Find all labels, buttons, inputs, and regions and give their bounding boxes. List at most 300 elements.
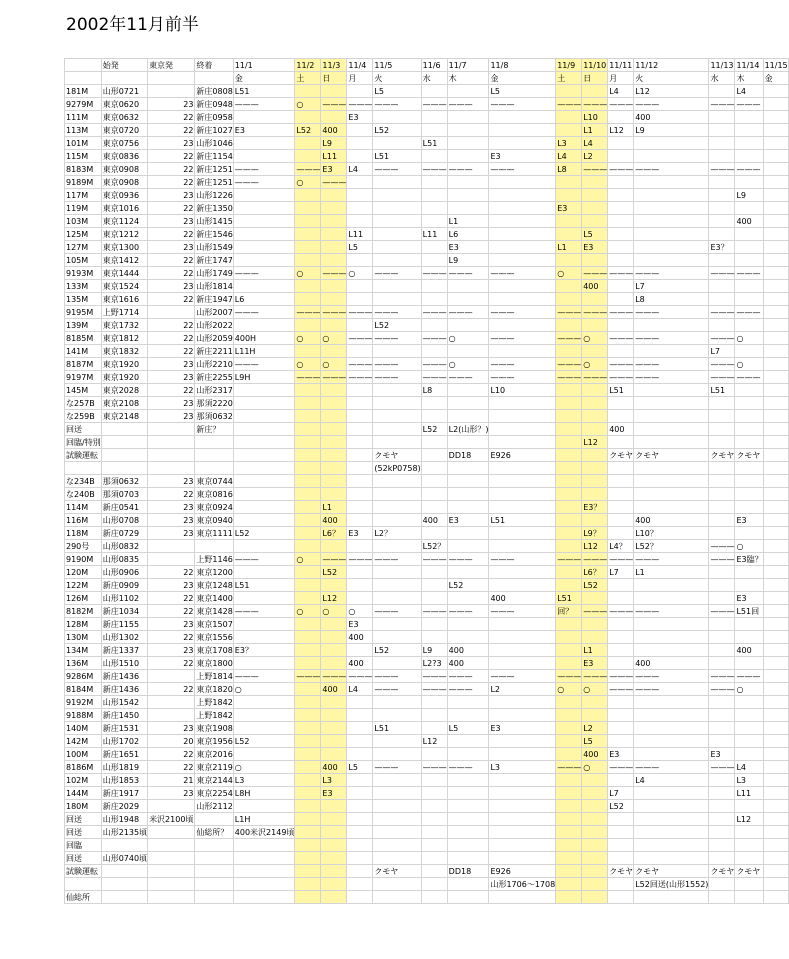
destination: 新庄1251 <box>195 163 233 176</box>
day-cell <box>634 241 709 254</box>
day-cell <box>634 891 709 904</box>
day-cell <box>608 592 634 605</box>
day-cell <box>556 748 582 761</box>
day-cell: L5 <box>347 241 373 254</box>
weekday-header: 金 <box>489 72 556 85</box>
day-cell <box>489 436 556 449</box>
day-cell <box>556 176 582 189</box>
day-cell <box>233 462 295 475</box>
table-row <box>65 605 789 618</box>
day-cell <box>295 280 321 293</box>
day-cell <box>489 293 556 306</box>
table-row <box>65 475 789 488</box>
origin: 東京1124 <box>101 215 147 228</box>
day-cell <box>447 735 489 748</box>
day-cell: L3 <box>321 774 347 787</box>
table-row <box>65 111 789 124</box>
day-cell <box>489 735 556 748</box>
day-cell: ——— <box>421 553 447 566</box>
day-cell: ○ <box>582 683 608 696</box>
table-row <box>65 332 789 345</box>
day-cell <box>608 475 634 488</box>
day-cell: L3 <box>735 774 763 787</box>
day-cell: ——— <box>556 98 582 111</box>
day-cell: DD18 <box>447 449 489 462</box>
day-cell: ——— <box>608 306 634 319</box>
day-cell <box>582 202 608 215</box>
train-number: 101M <box>65 137 102 150</box>
day-cell: ——— <box>608 98 634 111</box>
day-cell: ——— <box>233 605 295 618</box>
table-row <box>65 345 789 358</box>
day-cell <box>295 891 321 904</box>
tokyo-dep <box>148 709 195 722</box>
train-number: 回送 <box>65 423 102 436</box>
table-row <box>65 462 789 475</box>
day-cell: 400 <box>582 280 608 293</box>
day-cell <box>763 839 788 852</box>
day-cell <box>421 488 447 501</box>
day-cell <box>321 215 347 228</box>
day-cell <box>447 488 489 501</box>
day-cell <box>556 878 582 891</box>
day-cell: L8 <box>556 163 582 176</box>
destination <box>195 436 233 449</box>
day-cell: ——— <box>421 306 447 319</box>
destination: 山形2059 <box>195 332 233 345</box>
day-cell <box>347 319 373 332</box>
day-cell <box>735 852 763 865</box>
day-cell <box>556 85 582 98</box>
day-cell <box>295 566 321 579</box>
day-cell <box>421 475 447 488</box>
day-cell: ——— <box>447 371 489 384</box>
day-cell <box>447 475 489 488</box>
day-cell: ——— <box>634 683 709 696</box>
day-cell <box>763 202 788 215</box>
day-cell <box>421 592 447 605</box>
day-cell <box>447 280 489 293</box>
train-number: 114M <box>65 501 102 514</box>
day-cell: ——— <box>321 176 347 189</box>
column-header: 11/6 <box>421 59 447 72</box>
day-cell <box>634 189 709 202</box>
day-cell <box>735 319 763 332</box>
column-header: 11/13 <box>709 59 735 72</box>
day-cell <box>447 813 489 826</box>
day-cell <box>295 410 321 423</box>
day-cell <box>735 826 763 839</box>
day-cell: E3 <box>321 787 347 800</box>
day-cell <box>233 436 295 449</box>
day-cell: ——— <box>321 98 347 111</box>
day-cell <box>295 241 321 254</box>
day-cell: L8 <box>634 293 709 306</box>
day-cell: ——— <box>373 163 421 176</box>
origin: 上野1714 <box>101 306 147 319</box>
day-cell <box>735 696 763 709</box>
train-number: 118M <box>65 527 102 540</box>
destination: 東京1556 <box>195 631 233 644</box>
day-cell <box>556 800 582 813</box>
day-cell <box>233 865 295 878</box>
train-number: 9193M <box>65 267 102 280</box>
table-row <box>65 800 789 813</box>
day-cell: ——— <box>634 267 709 280</box>
origin: 東京1016 <box>101 202 147 215</box>
day-cell: E3？ <box>709 241 735 254</box>
day-cell <box>373 228 421 241</box>
day-cell <box>735 397 763 410</box>
tokyo-dep: 23 <box>148 371 195 384</box>
day-cell <box>295 631 321 644</box>
day-cell: L5 <box>489 85 556 98</box>
day-cell <box>373 709 421 722</box>
origin: 東京1616 <box>101 293 147 306</box>
day-cell <box>608 410 634 423</box>
day-cell <box>556 813 582 826</box>
day-cell <box>709 644 735 657</box>
origin: 那須0703 <box>101 488 147 501</box>
day-cell: ○ <box>295 98 321 111</box>
day-cell <box>735 501 763 514</box>
day-cell: ——— <box>608 553 634 566</box>
day-cell: ——— <box>634 553 709 566</box>
day-cell <box>763 709 788 722</box>
day-cell: ——— <box>373 553 421 566</box>
weekday-header: 水 <box>709 72 735 85</box>
day-cell <box>233 852 295 865</box>
day-cell <box>421 176 447 189</box>
day-cell <box>489 241 556 254</box>
day-cell <box>295 384 321 397</box>
day-cell <box>634 631 709 644</box>
day-cell <box>373 540 421 553</box>
day-cell: ○ <box>735 358 763 371</box>
day-cell <box>608 618 634 631</box>
day-cell <box>582 410 608 423</box>
tokyo-dep <box>148 865 195 878</box>
day-cell: L9 <box>321 137 347 150</box>
day-cell: ○ <box>295 553 321 566</box>
day-cell <box>608 657 634 670</box>
day-cell: ——— <box>608 332 634 345</box>
day-cell <box>634 345 709 358</box>
day-cell: ——— <box>634 306 709 319</box>
destination: 東京0924 <box>195 501 233 514</box>
table-row <box>65 891 789 904</box>
day-cell <box>321 696 347 709</box>
day-cell <box>735 124 763 137</box>
destination: 山形1046 <box>195 137 233 150</box>
train-number: 仙総所 <box>65 891 102 904</box>
day-cell <box>735 735 763 748</box>
destination: 東京1248 <box>195 579 233 592</box>
day-cell <box>233 878 295 891</box>
day-cell <box>489 787 556 800</box>
day-cell: ——— <box>295 306 321 319</box>
day-cell <box>763 553 788 566</box>
day-cell <box>735 839 763 852</box>
day-cell: L51 <box>421 137 447 150</box>
origin: 新庄0729 <box>101 527 147 540</box>
day-cell <box>582 878 608 891</box>
day-cell: E3 <box>582 657 608 670</box>
table-row <box>65 670 789 683</box>
day-cell <box>582 319 608 332</box>
destination: 上野1842 <box>195 709 233 722</box>
weekday-header <box>195 72 233 85</box>
day-cell <box>582 449 608 462</box>
day-cell: L12 <box>735 813 763 826</box>
day-cell: 400 <box>634 514 709 527</box>
day-cell: L51 <box>233 85 295 98</box>
day-cell: ——— <box>233 176 295 189</box>
weekday-header: 日 <box>582 72 608 85</box>
day-cell: L8 <box>421 384 447 397</box>
day-cell: クモヤ <box>634 865 709 878</box>
origin: 山形1302 <box>101 631 147 644</box>
origin <box>101 436 147 449</box>
tokyo-dep: 22 <box>148 761 195 774</box>
day-cell <box>608 176 634 189</box>
tokyo-dep <box>148 670 195 683</box>
day-cell <box>608 514 634 527</box>
day-cell <box>709 462 735 475</box>
destination: 新庄1947 <box>195 293 233 306</box>
day-cell <box>608 839 634 852</box>
day-cell <box>347 124 373 137</box>
day-cell <box>347 852 373 865</box>
day-cell <box>373 592 421 605</box>
day-cell: ——— <box>373 267 421 280</box>
day-cell: ——— <box>347 98 373 111</box>
day-cell: L9 <box>447 254 489 267</box>
day-cell <box>763 696 788 709</box>
day-cell <box>373 436 421 449</box>
day-cell <box>582 631 608 644</box>
table-row <box>65 410 789 423</box>
day-cell <box>634 709 709 722</box>
train-number: 115M <box>65 150 102 163</box>
tokyo-dep: 22 <box>148 150 195 163</box>
day-cell: ○ <box>735 540 763 553</box>
day-cell: ○ <box>447 358 489 371</box>
train-number: 9188M <box>65 709 102 722</box>
day-cell <box>295 696 321 709</box>
origin: 東京0756 <box>101 137 147 150</box>
day-cell <box>608 527 634 540</box>
day-cell <box>763 761 788 774</box>
table-row <box>65 202 789 215</box>
day-cell <box>421 826 447 839</box>
day-cell <box>608 644 634 657</box>
day-cell <box>295 449 321 462</box>
day-cell: ——— <box>709 267 735 280</box>
day-cell: E3 <box>582 241 608 254</box>
weekday-header-row <box>65 72 789 85</box>
day-cell <box>421 865 447 878</box>
day-cell: L52 <box>447 579 489 592</box>
day-cell <box>709 722 735 735</box>
day-cell <box>634 176 709 189</box>
column-header: 11/9 <box>556 59 582 72</box>
train-number: 111M <box>65 111 102 124</box>
tokyo-dep: 22 <box>148 657 195 670</box>
day-cell: E3 <box>735 514 763 527</box>
table-row <box>65 878 789 891</box>
day-cell <box>763 163 788 176</box>
day-cell <box>556 826 582 839</box>
day-cell <box>763 735 788 748</box>
day-cell: ——— <box>608 670 634 683</box>
day-cell <box>421 436 447 449</box>
day-cell <box>447 436 489 449</box>
tokyo-dep: 22 <box>148 345 195 358</box>
day-cell <box>556 839 582 852</box>
origin: 東京2028 <box>101 384 147 397</box>
origin: 東京0632 <box>101 111 147 124</box>
day-cell <box>634 696 709 709</box>
day-cell <box>556 891 582 904</box>
day-cell <box>763 215 788 228</box>
day-cell <box>709 423 735 436</box>
day-cell <box>321 293 347 306</box>
origin: 新庄1337 <box>101 644 147 657</box>
day-cell <box>582 384 608 397</box>
day-cell <box>582 696 608 709</box>
day-cell: ——— <box>608 683 634 696</box>
day-cell <box>608 878 634 891</box>
day-cell <box>634 501 709 514</box>
table-row <box>65 215 789 228</box>
day-cell <box>763 618 788 631</box>
day-cell <box>321 111 347 124</box>
day-cell <box>421 696 447 709</box>
day-cell <box>582 85 608 98</box>
day-cell <box>447 800 489 813</box>
day-cell: ○ <box>582 332 608 345</box>
day-cell <box>735 280 763 293</box>
day-cell <box>233 722 295 735</box>
train-number: 135M <box>65 293 102 306</box>
day-cell: L4？ <box>608 540 634 553</box>
day-cell: E926 <box>489 865 556 878</box>
day-cell: L1 <box>447 215 489 228</box>
day-cell: L1 <box>582 644 608 657</box>
day-cell <box>373 800 421 813</box>
destination <box>195 865 233 878</box>
table-row <box>65 696 789 709</box>
day-cell: 400 <box>347 657 373 670</box>
day-cell: ——— <box>709 605 735 618</box>
day-cell: ——— <box>421 358 447 371</box>
day-cell <box>735 137 763 150</box>
day-cell <box>489 800 556 813</box>
day-cell <box>709 514 735 527</box>
day-cell <box>295 423 321 436</box>
tokyo-dep: 22 <box>148 163 195 176</box>
day-cell <box>233 228 295 241</box>
day-cell: 400 <box>582 748 608 761</box>
table-row <box>65 735 789 748</box>
day-cell <box>634 787 709 800</box>
day-cell <box>373 475 421 488</box>
day-cell: L11 <box>421 228 447 241</box>
day-cell <box>582 488 608 501</box>
day-cell <box>347 423 373 436</box>
train-number: な259B <box>65 410 102 423</box>
day-cell: 400 <box>321 124 347 137</box>
day-cell <box>556 540 582 553</box>
column-header: 11/11 <box>608 59 634 72</box>
day-cell: ——— <box>556 761 582 774</box>
day-cell <box>447 124 489 137</box>
day-cell <box>373 878 421 891</box>
day-cell <box>321 839 347 852</box>
day-cell: ——— <box>582 306 608 319</box>
day-cell: ——— <box>347 371 373 384</box>
weekday-header: 木 <box>735 72 763 85</box>
day-cell <box>556 111 582 124</box>
tokyo-dep: 22 <box>148 228 195 241</box>
day-cell <box>233 150 295 163</box>
day-cell <box>447 618 489 631</box>
day-cell <box>709 709 735 722</box>
day-cell <box>489 501 556 514</box>
day-cell: ——— <box>321 371 347 384</box>
day-cell: L51 <box>709 384 735 397</box>
day-cell: L6？ <box>321 527 347 540</box>
day-cell <box>608 813 634 826</box>
day-cell <box>556 527 582 540</box>
day-cell <box>556 462 582 475</box>
day-cell <box>489 540 556 553</box>
origin: 山形1702 <box>101 735 147 748</box>
day-cell <box>295 228 321 241</box>
day-cell <box>735 293 763 306</box>
day-cell <box>489 488 556 501</box>
day-cell <box>608 631 634 644</box>
origin: 新庄0909 <box>101 579 147 592</box>
day-cell: ——— <box>735 306 763 319</box>
day-cell <box>634 644 709 657</box>
weekday-header <box>65 72 102 85</box>
table-row <box>65 241 789 254</box>
destination: 東京1400 <box>195 592 233 605</box>
day-cell <box>489 462 556 475</box>
day-cell <box>582 800 608 813</box>
day-cell: ○ <box>233 683 295 696</box>
weekday-header: 金 <box>763 72 788 85</box>
day-cell: (52kP0758) <box>373 462 421 475</box>
destination: 山形2112 <box>195 800 233 813</box>
day-cell: ——— <box>447 163 489 176</box>
column-header: 11/2 <box>295 59 321 72</box>
train-number: 9195M <box>65 306 102 319</box>
day-cell <box>556 852 582 865</box>
table-row <box>65 189 789 202</box>
day-cell: ——— <box>709 553 735 566</box>
day-cell <box>421 709 447 722</box>
day-cell <box>763 228 788 241</box>
day-cell <box>321 865 347 878</box>
day-cell <box>347 293 373 306</box>
day-cell <box>295 501 321 514</box>
day-cell: L8H <box>233 787 295 800</box>
day-cell: ○ <box>582 358 608 371</box>
day-cell <box>295 293 321 306</box>
